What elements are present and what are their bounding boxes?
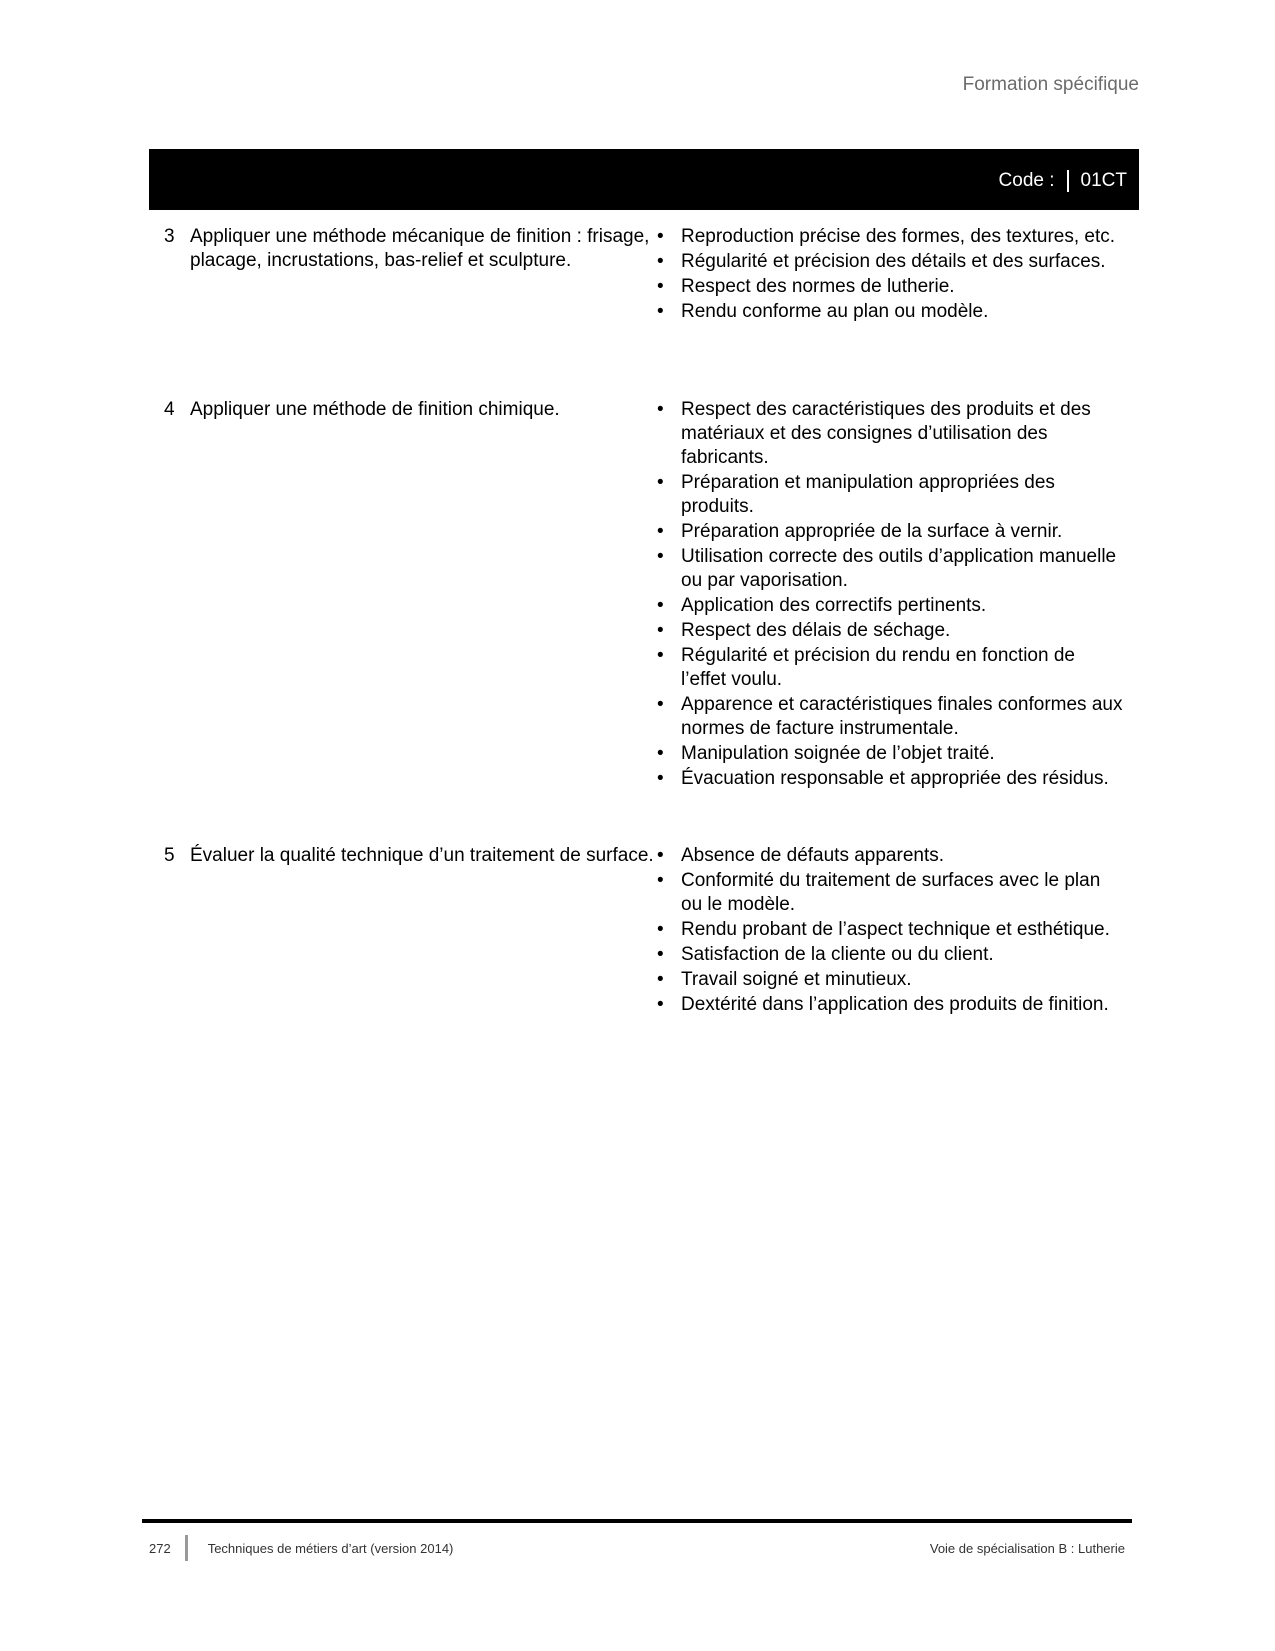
code-label: Code : <box>998 170 1055 191</box>
list-item: • Travail soigné et minutieux. <box>657 968 1124 992</box>
criterion-5 <box>164 844 1124 1018</box>
criterion-element <box>164 844 657 1018</box>
criterion-text: Appliquer une méthode de finition chimique. <box>190 399 560 420</box>
performance-criteria <box>657 398 1124 792</box>
list-item: • Reproduction précise des formes, des textures, etc. <box>657 225 1124 249</box>
page-number: 272 <box>149 1540 171 1556</box>
list-item: • Évacuation responsable et appropriée des résidus. <box>657 767 1124 791</box>
section-title: Formation spécifique <box>962 74 1139 95</box>
list-item: • Rendu probant de l’aspect technique et esthétique. <box>657 918 1124 942</box>
criterion-element <box>164 225 657 325</box>
list-item: • Préparation et manipulation appropriées des produits. <box>657 471 1124 519</box>
criterion-number: 3 <box>164 226 175 247</box>
page-footer <box>149 1535 1125 1561</box>
list-item: • Absence de défauts apparents. <box>657 844 1124 868</box>
criterion-3 <box>164 225 1124 325</box>
criterion-element <box>164 398 657 792</box>
list-item: • Apparence et caractéristiques finales conformes aux normes de facture instrumentale. <box>657 693 1124 741</box>
list-item: • Rendu conforme au plan ou modèle. <box>657 300 1124 324</box>
code-value: 01CT <box>1080 170 1127 191</box>
performance-criteria <box>657 844 1124 1018</box>
list-item: • Manipulation soignée de l’objet traité. <box>657 742 1124 766</box>
competency-code <box>999 170 1127 192</box>
list-item: • Utilisation correcte des outils d’application manuelle ou par vaporisation. <box>657 545 1124 593</box>
footer-rule <box>142 1519 1132 1523</box>
header-bar <box>149 149 1139 210</box>
list-item: • Dextérité dans l’application des produits de finition. <box>657 993 1124 1017</box>
criterion-text: Appliquer une méthode mécanique de finition : frisage, placage, incrustations, bas-relief et sculpture. <box>190 226 650 271</box>
list-item: • Conformité du traitement de surfaces avec le plan ou le modèle. <box>657 869 1124 917</box>
list-item: • Satisfaction de la cliente ou du client. <box>657 943 1124 967</box>
code-separator <box>1067 170 1069 192</box>
list-item: • Régularité et précision des détails et des surfaces. <box>657 250 1124 274</box>
list-item: • Régularité et précision du rendu en fonction de l’effet voulu. <box>657 644 1124 692</box>
list-item: • Préparation appropriée de la surface à vernir. <box>657 520 1124 544</box>
list-item: • Application des correctifs pertinents. <box>657 594 1124 618</box>
footer-title: Techniques de métiers d’art (version 2014) <box>207 1540 454 1556</box>
footer-section: Voie de spécialisation B : Lutherie <box>929 1540 1125 1556</box>
criterion-number: 4 <box>164 399 175 420</box>
criterion-4 <box>164 398 1124 792</box>
list-item: • Respect des normes de lutherie. <box>657 275 1124 299</box>
list-item: • Respect des délais de séchage. <box>657 619 1124 643</box>
criterion-number: 5 <box>164 845 175 866</box>
criterion-text: Évaluer la qualité technique d’un traitement de surface. <box>190 845 654 866</box>
performance-criteria <box>657 225 1124 325</box>
list-item: • Respect des caractéristiques des produits et des matériaux et des consignes d’utilisation des fabricants. <box>657 398 1124 470</box>
footer-separator <box>185 1535 188 1561</box>
